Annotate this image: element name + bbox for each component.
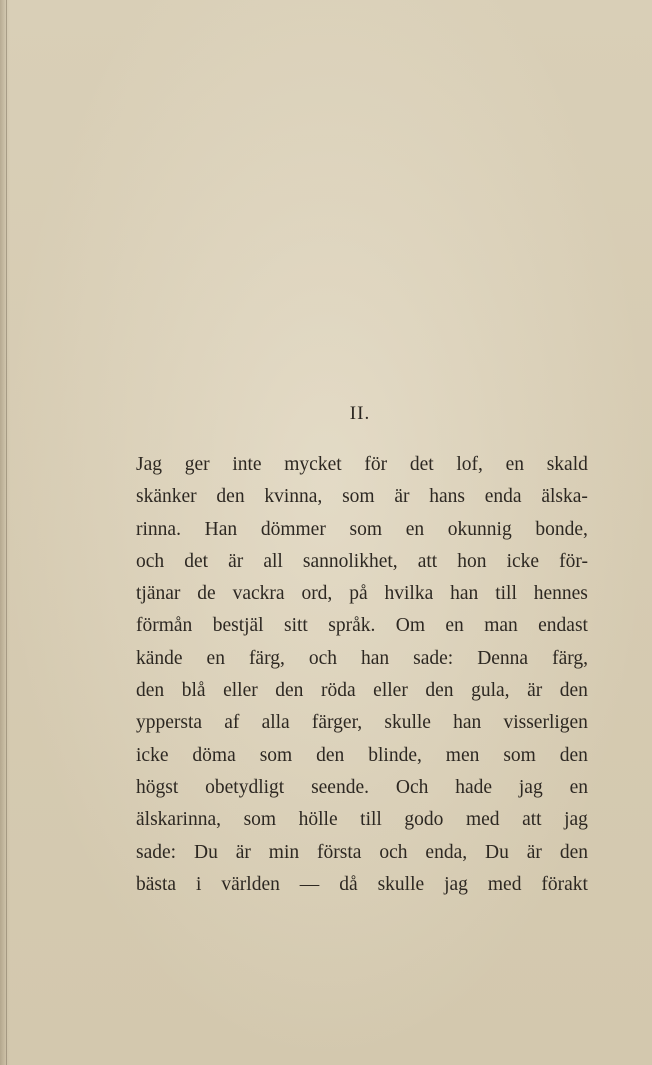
word: som <box>503 744 536 766</box>
word: för <box>364 454 388 475</box>
word: enda, <box>425 841 468 863</box>
word: att <box>417 550 438 572</box>
word: sade: <box>413 647 454 669</box>
word: språk. <box>328 615 376 637</box>
word: vackra <box>232 583 285 605</box>
word: blinde, <box>368 744 422 766</box>
word: seende. <box>311 776 369 798</box>
word: för- <box>559 550 588 572</box>
text-line <box>136 615 588 647</box>
word: till <box>360 809 382 831</box>
word: det <box>409 454 434 475</box>
word: som <box>342 486 375 508</box>
body-text <box>136 454 588 906</box>
word: i <box>196 873 202 895</box>
chapter-heading: II. <box>349 403 371 424</box>
word: icke <box>136 744 169 766</box>
word: färg, <box>552 647 588 669</box>
word: men <box>445 744 480 766</box>
word: med <box>465 809 500 831</box>
word: och <box>379 841 408 863</box>
word: obetydligt <box>205 776 285 798</box>
word: sade: <box>136 841 177 863</box>
word: den <box>559 744 588 766</box>
word: den <box>275 680 304 702</box>
word: en <box>206 647 225 669</box>
word: skulle <box>377 873 425 895</box>
text-line <box>136 874 588 906</box>
word: som <box>349 518 383 540</box>
word: Han <box>204 518 238 540</box>
word: kände <box>136 647 183 669</box>
word: ger <box>184 454 210 475</box>
text-line <box>136 486 588 518</box>
word: förakt <box>541 873 588 895</box>
word: en <box>505 454 525 475</box>
word: sitt <box>284 615 308 637</box>
word: eller <box>373 680 408 702</box>
text-line <box>136 519 588 551</box>
word: godo <box>404 809 444 831</box>
word: är <box>527 680 543 702</box>
text-line <box>136 454 588 486</box>
text-line <box>136 583 588 615</box>
word: bestjäl <box>212 615 264 637</box>
word: skänker <box>136 486 197 508</box>
word: första <box>317 841 362 863</box>
word: tjänar <box>136 583 181 605</box>
word: Jag <box>136 454 162 475</box>
word: yppersta <box>136 712 203 734</box>
word: hon <box>457 550 487 572</box>
word: all <box>263 550 283 572</box>
word: skald <box>546 454 588 475</box>
word: — <box>299 873 320 895</box>
word: af <box>224 712 240 734</box>
word: Denna <box>477 647 529 669</box>
word: till <box>495 583 517 605</box>
word: han <box>360 647 390 669</box>
word: blå <box>181 680 206 702</box>
word: döma <box>192 744 236 766</box>
word: den <box>559 680 588 702</box>
word: den <box>316 744 345 766</box>
text-line <box>136 745 588 777</box>
word: då <box>339 873 358 895</box>
word: jag <box>518 776 543 798</box>
word: en <box>405 518 425 540</box>
word: världen <box>221 873 280 895</box>
word: dömmer <box>260 518 326 540</box>
text-line <box>136 551 588 583</box>
word: eller <box>223 680 258 702</box>
word: som <box>259 744 293 766</box>
word: är <box>235 841 251 863</box>
word: lof, <box>456 454 483 475</box>
text-line <box>136 809 588 841</box>
word: högst <box>136 776 179 798</box>
word: röda <box>320 680 356 702</box>
text-line <box>136 648 588 680</box>
word: älskarinna, <box>136 809 222 831</box>
word: sannolikhet, <box>302 550 398 572</box>
word: min <box>268 841 300 863</box>
text-line <box>136 712 588 744</box>
word: bästa <box>136 873 177 895</box>
word: det <box>184 550 209 572</box>
word: den <box>136 680 165 702</box>
word: visserligen <box>503 712 588 734</box>
word: som <box>243 809 277 831</box>
word: hans <box>429 486 466 508</box>
word: på <box>349 583 368 605</box>
word: okunnig <box>447 518 512 540</box>
word: Du <box>193 841 218 863</box>
word: gula, <box>471 680 510 702</box>
word: skulle <box>384 712 431 734</box>
word: bonde, <box>535 518 588 540</box>
word: kvinna, <box>264 486 323 508</box>
word: endast <box>538 615 588 637</box>
word: hvilka <box>384 583 434 605</box>
page-edge-shadow <box>0 0 10 1065</box>
word: den <box>425 680 454 702</box>
word: han <box>450 583 479 605</box>
word: icke <box>506 550 540 572</box>
word: den <box>216 486 245 508</box>
word: Du <box>485 841 509 863</box>
text-line <box>136 680 588 712</box>
word: att <box>522 809 542 831</box>
word: hennes <box>533 583 588 605</box>
word: hade <box>455 776 493 798</box>
word: är <box>394 486 410 508</box>
word: förmån <box>136 615 193 637</box>
word: rinna. <box>136 518 181 540</box>
word: är <box>526 841 542 863</box>
word: den <box>559 841 588 863</box>
word: man <box>484 615 518 637</box>
text-line <box>136 777 588 809</box>
word: Om <box>395 615 425 637</box>
word: är <box>228 550 244 572</box>
word: med <box>487 873 522 895</box>
word: hölle <box>298 809 338 831</box>
word: de <box>197 583 216 605</box>
word: inte <box>232 454 262 475</box>
text-line <box>136 842 588 874</box>
page-edge-line <box>6 0 7 1065</box>
word: färg, <box>248 647 285 669</box>
word: en <box>569 776 588 798</box>
word: och <box>136 550 165 572</box>
word: alla <box>261 712 290 734</box>
word: han <box>453 712 482 734</box>
word: färger, <box>311 712 363 734</box>
word: och <box>308 647 337 669</box>
word: Och <box>395 776 429 798</box>
word: ord, <box>301 583 333 605</box>
word: jag <box>564 809 588 831</box>
word: älska- <box>541 486 588 508</box>
word: enda <box>484 486 522 508</box>
word: mycket <box>284 454 342 475</box>
word: en <box>445 615 464 637</box>
word: jag <box>444 873 468 895</box>
